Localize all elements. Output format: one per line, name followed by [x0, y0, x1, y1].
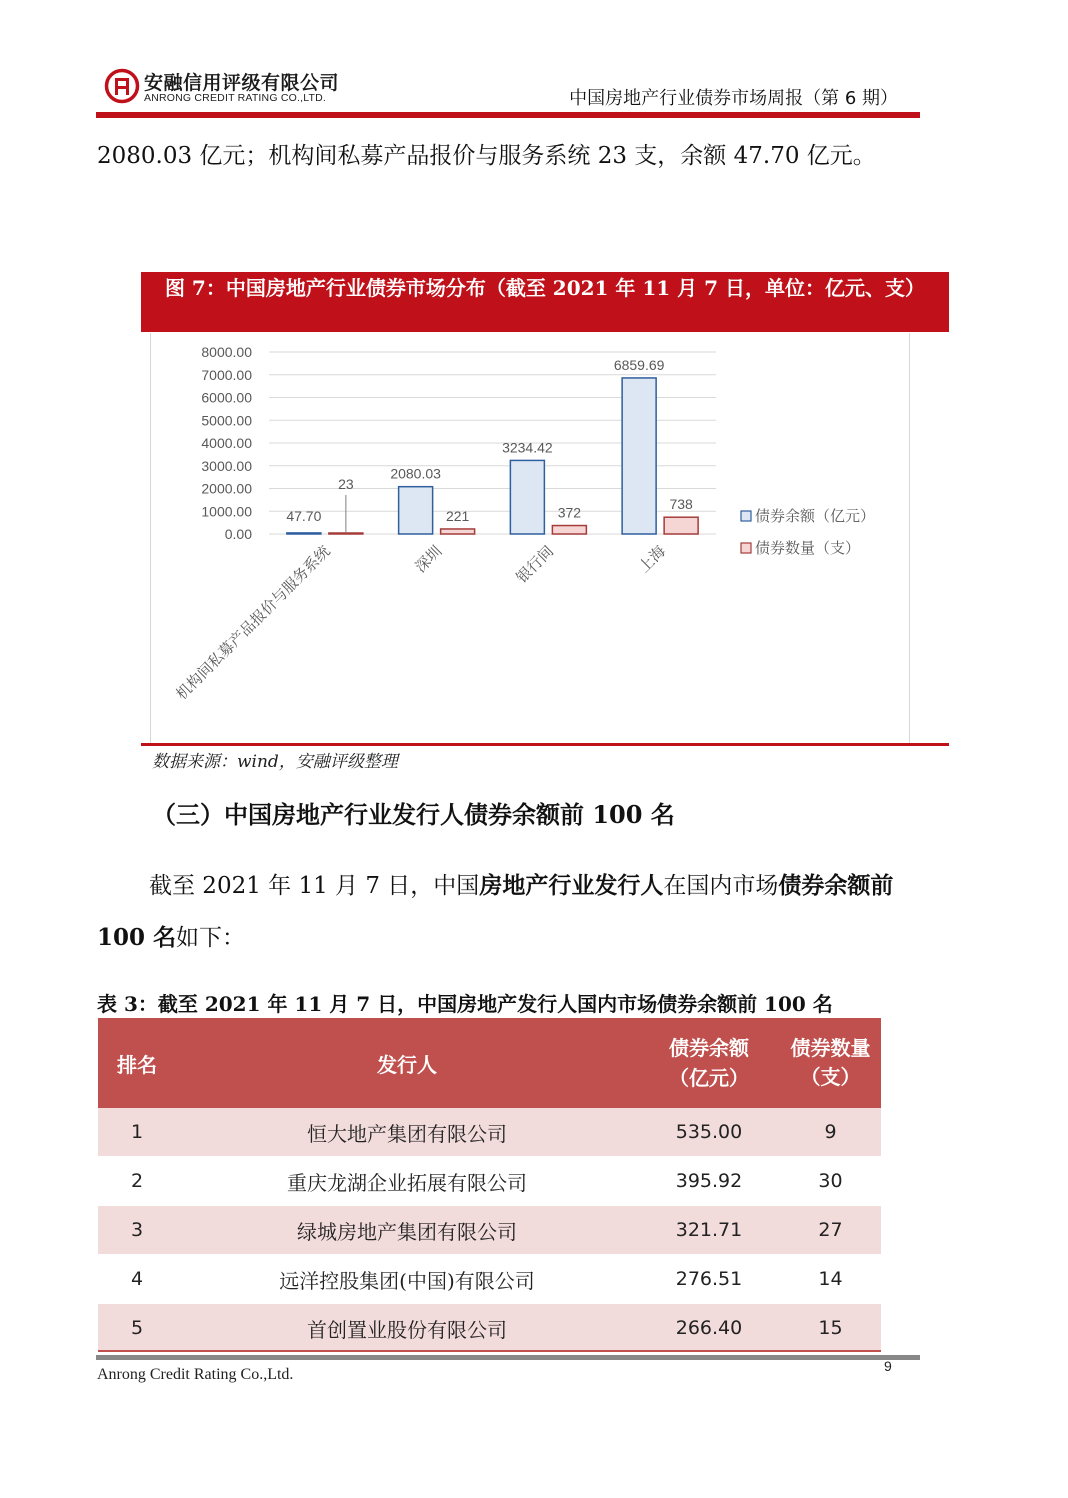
issuer-ranking-table	[98, 1018, 881, 1353]
legend-swatch	[741, 511, 751, 521]
cell-rank: 1	[98, 1108, 176, 1157]
data-label: 3234.42	[502, 439, 553, 456]
bar-chart	[151, 333, 909, 743]
chart-frame	[150, 333, 910, 744]
cell-issuer: 重庆龙湖企业拓展有限公司	[176, 1157, 638, 1206]
cell-count: 15	[780, 1304, 881, 1353]
y-tick-label: 0.00	[224, 526, 252, 542]
company-logo-icon	[104, 68, 140, 104]
table-bottom-border	[98, 1350, 881, 1352]
cell-rank: 5	[98, 1304, 176, 1353]
x-category-label: 深圳	[412, 542, 446, 577]
data-label: 2080.03	[390, 465, 441, 482]
cell-balance: 535.00	[638, 1108, 780, 1157]
cell-count: 9	[780, 1108, 881, 1157]
bar-balance	[510, 460, 544, 534]
table-row	[98, 1304, 881, 1353]
y-tick-label: 6000.00	[201, 389, 252, 406]
page-number: 9	[884, 1358, 892, 1374]
y-tick-label: 5000.00	[201, 412, 252, 429]
cell-rank: 3	[98, 1206, 176, 1255]
cell-issuer: 绿城房地产集团有限公司	[176, 1206, 638, 1255]
bar-count	[441, 529, 475, 534]
table-row	[98, 1157, 881, 1206]
legend-label: 债券数量（支）	[755, 540, 861, 557]
section-paragraph	[97, 860, 927, 964]
header-divider	[96, 112, 920, 118]
header-rank: 排名	[98, 1018, 176, 1108]
cell-count: 27	[780, 1206, 881, 1255]
cell-issuer: 远洋控股集团(中国)有限公司	[176, 1255, 638, 1304]
paragraph-text: 截至 2021 年 11 月 7 日，中国	[149, 873, 480, 899]
figure-source: 数据来源：wind，安融评级整理	[152, 752, 398, 772]
cell-balance: 266.40	[638, 1304, 780, 1353]
x-category-label: 上海	[635, 542, 669, 577]
data-label: 221	[445, 507, 470, 524]
data-label: 738	[669, 496, 693, 513]
figure-divider	[141, 743, 949, 746]
company-name-cn: 安融信用评级有限公司	[144, 72, 340, 94]
legend-swatch	[741, 543, 751, 553]
y-tick-label: 4000.00	[201, 435, 252, 451]
y-tick-label: 1000.00	[201, 503, 252, 520]
cell-count: 14	[780, 1255, 881, 1304]
cell-count: 30	[780, 1157, 881, 1206]
bar-count	[552, 526, 586, 534]
paragraph-text: 如下：	[176, 925, 246, 951]
cell-balance: 321.71	[638, 1206, 780, 1255]
paragraph-bold-text: 债券余额前 100 名	[97, 872, 894, 951]
section-heading: （三）中国房地产行业发行人债券余额前 100 名	[152, 800, 675, 829]
cell-rank: 2	[98, 1157, 176, 1206]
paragraph-text: 在国内市场	[663, 873, 779, 899]
y-tick-label: 7000.00	[201, 366, 252, 383]
y-tick-label: 2000.00	[201, 480, 252, 497]
bar-count	[329, 533, 363, 534]
data-label: 6859.69	[613, 356, 665, 373]
data-label: 372	[557, 504, 582, 521]
data-label: 47.70	[286, 508, 322, 524]
cell-issuer: 恒大地产集团有限公司	[176, 1108, 638, 1157]
header-count: 债券数量（支）	[780, 1018, 881, 1108]
bar-balance	[399, 487, 433, 534]
data-label: 23	[338, 476, 354, 492]
header-balance: 债券余额（亿元）	[638, 1018, 780, 1108]
figure-title: 图 7：中国房地产行业债券市场分布（截至 2021 年 11 月 7 日，单位：亿元、支）	[141, 272, 949, 332]
paragraph-bold-text: 房地产行业发行人	[479, 872, 664, 899]
header-issuer: 发行人	[176, 1018, 638, 1108]
footer-company: Anrong Credit Rating Co.,Ltd.	[97, 1366, 294, 1383]
table-title: 表 3：截至 2021 年 11 月 7 日，中国房地产发行人国内市场债券余额前 100 名	[97, 992, 833, 1016]
legend-label: 债券余额（亿元）	[755, 508, 876, 525]
report-title: 中国房地产行业债券市场周报（第 6 期）	[569, 88, 898, 109]
table-row	[98, 1206, 881, 1255]
footer-divider	[96, 1355, 920, 1360]
y-tick-label: 8000.00	[201, 344, 252, 360]
table-row	[98, 1255, 881, 1304]
paragraph-continuation: 2080.03 亿元；机构间私募产品报价与服务系统 23 支，余额 47.70 亿元。	[97, 143, 876, 169]
cell-balance: 395.92	[638, 1157, 780, 1206]
x-category-label: 银行间	[513, 542, 558, 587]
table-header-row	[98, 1018, 881, 1108]
x-category-label: 机构间私募产品报价与服务系统	[173, 542, 334, 704]
bar-balance	[622, 378, 656, 534]
bar-count	[664, 517, 698, 534]
cell-issuer: 首创置业股份有限公司	[176, 1304, 638, 1353]
cell-balance: 276.51	[638, 1255, 780, 1304]
table-row	[98, 1108, 881, 1157]
company-name-en: ANRONG CREDIT RATING CO.,LTD.	[144, 92, 326, 104]
bar-balance	[287, 533, 321, 534]
y-tick-label: 3000.00	[201, 457, 252, 474]
cell-rank: 4	[98, 1255, 176, 1304]
